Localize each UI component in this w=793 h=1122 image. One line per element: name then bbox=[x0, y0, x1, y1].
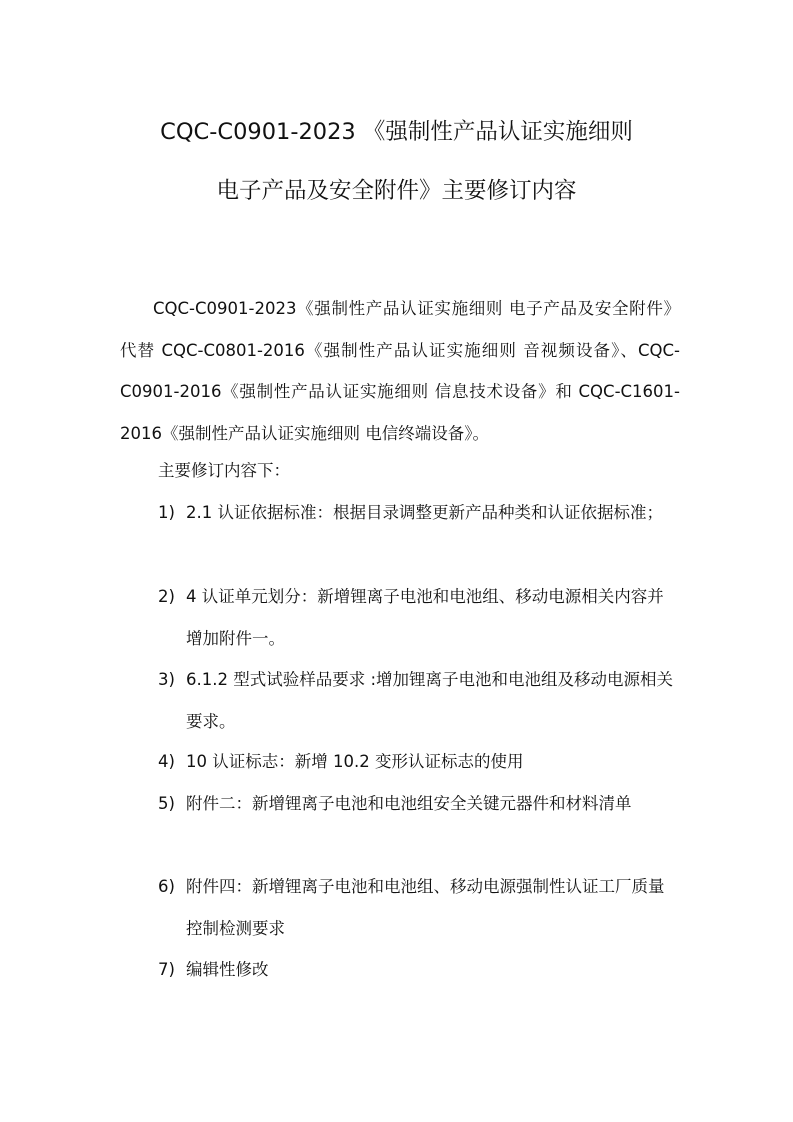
list-item-text: 4 认证单元划分：新增锂离子电池和电池组、移动电源相关内容并增加附件一。 bbox=[186, 587, 664, 648]
list-item-text: 编辑性修改 bbox=[186, 960, 269, 979]
list-item-number: 2) bbox=[158, 587, 175, 606]
list-item-text: 6.1.2 型式试验样品要求 :增加锂离子电池和电池组及移动电源相关要求。 bbox=[186, 670, 674, 731]
list-item-text: 附件四：新增锂离子电池和电池组、移动电源强制性认证工厂质量控制检测要求 bbox=[186, 877, 665, 938]
list-item-number: 1) bbox=[158, 503, 175, 522]
list-item-number: 3) bbox=[158, 670, 175, 689]
list-item bbox=[158, 949, 678, 991]
list-item-number: 7) bbox=[158, 960, 175, 979]
list-item-text: 10 认证标志：新增 10.2 变形认证标志的使用 bbox=[186, 752, 524, 771]
list-item-text: 附件二：新增锂离子电池和电池组安全关键元器件和材料清单 bbox=[186, 794, 632, 813]
list-item-number: 6) bbox=[158, 877, 175, 896]
document-title-line-1: CQC-C0901-2023 《强制性产品认证实施细则 bbox=[160, 119, 633, 145]
list-item-number: 4) bbox=[158, 752, 175, 771]
revision-lead: 主要修订内容下： bbox=[158, 461, 290, 480]
list-item bbox=[158, 741, 678, 783]
list-item bbox=[158, 866, 678, 949]
list-item bbox=[158, 783, 678, 825]
list-item bbox=[158, 659, 678, 742]
intro-paragraph: CQC-C0901-2023《强制性产品认证实施细则 电子产品及安全附件》代替 CQC-C0801-2016《强制性产品认证实施细则 音视频设备》、CQC-C0901-2016《强制性产品认证实施细则 信息技术设备》和 CQC-C1601-2016《强制性产品认证实施细则 电信终端设备》。 bbox=[120, 299, 680, 443]
list-item-text: 2.1 认证依据标准：根据目录调整更新产品种类和认证依据标准； bbox=[186, 503, 663, 522]
list-item bbox=[158, 576, 678, 659]
list-item-number: 5) bbox=[158, 794, 175, 813]
document-title-line-2: 电子产品及安全附件》主要修订内容 bbox=[216, 178, 577, 204]
list-item bbox=[158, 492, 678, 534]
